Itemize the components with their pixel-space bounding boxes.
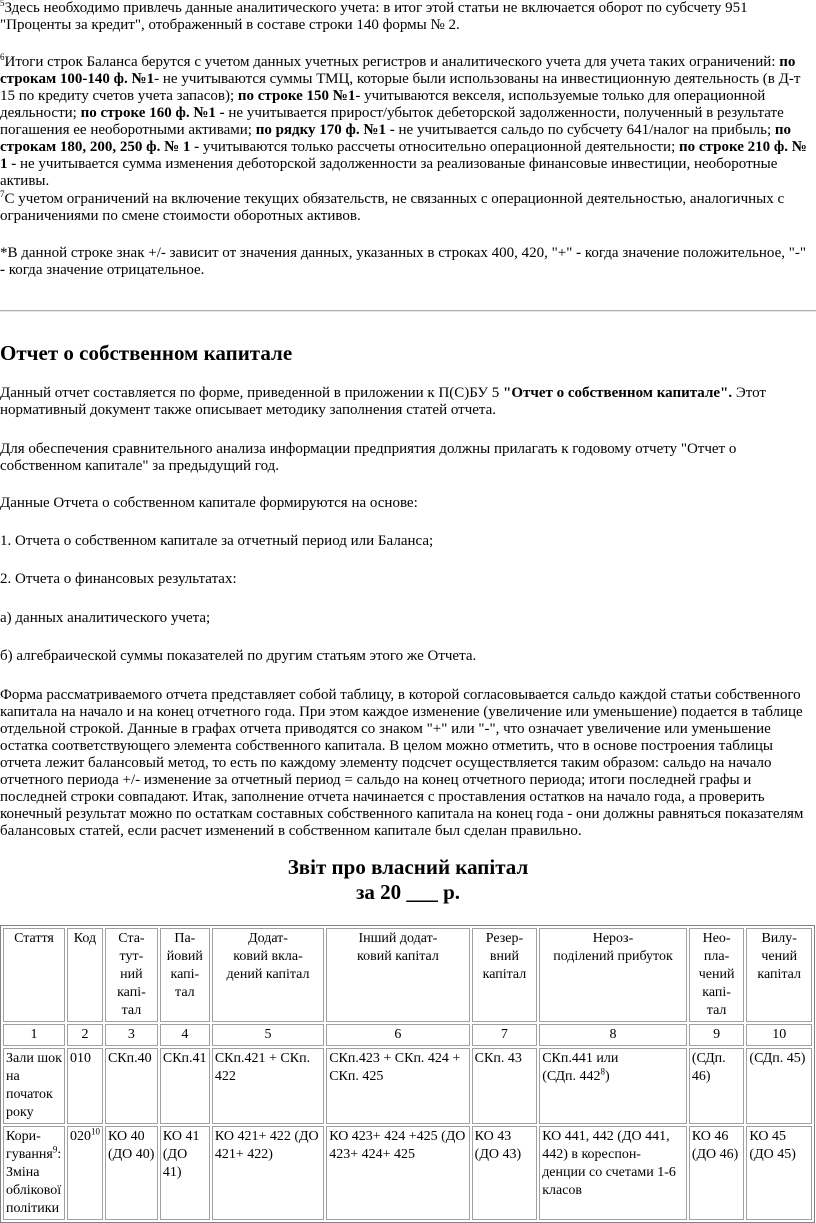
footnote-7 [0, 191, 814, 225]
section-heading: Отчет о собственном капитале [0, 341, 293, 365]
table-cell: КО 43 (ДО 43) [472, 1126, 538, 1220]
table-cell: КО 46 (ДО 46) [689, 1126, 745, 1220]
footnote-text: когда значение положительное, "-" [581, 245, 806, 261]
footnote-text: не учитывается прирост/убыток дебеторской задолженности, полученный в результате погашения ее необоротными активами; [0, 105, 784, 138]
header-retained-earnings: Нероз- поділений прибуток [539, 928, 687, 1022]
table-cell: 4 [160, 1024, 210, 1046]
paragraph-text: Форма рассматриваемого отчета представляет собой таблицу, в которой согласовывается сальдо каждой статьи собственного капитала на начало и на конец отчетного года. При этом каждое изменение (увеличение или уменьшение) подается в таблице отдельной строкой. Данные в графах отчета приводятся со знаком "+" или "-", что означает увеличение или уменьшение остатка соответствующего элемента собственного капитала. В целом можно отметить, что в основе построения таблицы отчета лежит балансовый метод, то есть по каждому элементу подсчет осуществляется таким образом: сальдо на начало отчетного периода +/- изменение за отчетный период = сальдо на конец отчетного периода; итоги последней графы и последней строки совпадают. Итак, заполнение отчета начинается с проставления остатков на начало года, а проверить конечный результат можно по остаткам составных собственного капитала на конец года - они должны равняться показателям балансовых статей, если расчет изменений в собственном капитале был сделан правильно. [0, 687, 804, 839]
footnote-bold: - [576, 245, 582, 261]
table-cell: 7 [472, 1024, 538, 1046]
table-cell: СКп. 43 [472, 1048, 538, 1124]
table-cell: КО 421+ 422 (ДО 421+ 422) [212, 1126, 324, 1220]
header-additional-paid-capital: Додат- ковий вкла- дений капітал [212, 928, 324, 1022]
table-cell: 9 [689, 1024, 745, 1046]
paragraph-text: б) алгебраической суммы показателей по другим статьям этого же Отчета. [0, 648, 477, 664]
header-statutory-capital: Ста- тут- ний капі- тал [105, 928, 158, 1022]
equity-report-table [0, 925, 815, 1223]
header-share-capital: Па- йовий капі- тал [160, 928, 210, 1022]
footnote-5 [0, 0, 814, 34]
table-cell: Зали шок на початок року [3, 1048, 65, 1124]
table-cell: 1 [3, 1024, 65, 1046]
footnote-bold: по строке 210 ф. № 1 - [0, 139, 807, 172]
paragraph [0, 385, 814, 419]
footnote-mark: 7 [0, 189, 5, 199]
footnote-text: Здесь необходимо привлечь данные аналитического учета: в итог этой статьи не включается оборот по субсчету 951 "Проценты за кредит", отображенный в составе строки 140 формы № 2. [0, 0, 748, 33]
table-cell: (СДп. 46) [689, 1048, 745, 1124]
footnote-mark: 5 [0, 0, 5, 8]
paragraph [0, 687, 814, 840]
table-cell: $020^{10}$ [67, 1126, 103, 1220]
table-cell: СКп.41 [160, 1048, 210, 1124]
paragraph [0, 495, 814, 512]
table-cell: СКп.421 + СКп. 422 [212, 1048, 324, 1124]
table-cell: КО 423+ 424 +425 (ДО 423+ 424+ 425 [326, 1126, 469, 1220]
paragraph-text: 2. Отчета о финансовых результатах: [0, 571, 237, 587]
header-code: Код [67, 928, 103, 1022]
footnote-text: не учитывается сальдо по субсчету 641/налог на прибыль; [394, 122, 775, 138]
footnote-bold: по строкам 100-140 ф. №1 [0, 54, 796, 87]
table-cell: 3 [105, 1024, 158, 1046]
table-cell: КО 40 (ДО 40) [105, 1126, 158, 1220]
table-cell: 6 [326, 1024, 469, 1046]
footnote-bold: - [0, 262, 5, 278]
footnote-text: - учитываются векселя, используемые только для операционной деяльности; [0, 88, 766, 121]
footnote-star [0, 245, 814, 279]
paragraph-text: Для обеспечения сравнительного анализа информации предприятия должны прилагать к годовому отчету "Отчет о собственном капитале" за предыдущий год. [0, 441, 737, 474]
footnote-text: Итоги строк Баланса берутся с учетом данных учетных регистров и аналитического учета для учета таких ограничений: [4, 54, 780, 70]
table-cell: СКп.40 [105, 1048, 158, 1124]
table-cell: КО 441, 442 (ДО 441, 442) в кореспон-денции со счетами 1-6 класов [539, 1126, 687, 1220]
table-cell: КО 41 (ДО 41) [160, 1126, 210, 1220]
footnote-text: *В данной строке знак +/- зависит от значения данных, указанных в строках 400, 420, "+" [0, 245, 577, 261]
table-cell: (СДп. 45) [746, 1048, 812, 1124]
list-item [0, 648, 814, 665]
header-other-additional-capital: Інший додат- ковий капітал [326, 928, 469, 1022]
footnote-text: учитываются только рассчеты относительно операционной деятельности; [199, 139, 679, 155]
footnote-text: - не учитываются суммы ТМЦ, которые были использованы на инвестиционную деятельность (в Д-т 15 по кредиту счетов учета запасов); [0, 71, 801, 104]
report-title-line2: за 20 ___ р. [355, 880, 461, 904]
header-withdrawn-capital: Вилу- чений капітал [746, 928, 812, 1022]
table-cell: 5 [212, 1024, 324, 1046]
footnote-6 [0, 54, 814, 190]
footnote-bold: по строкам 180, 200, 250 ф. № 1 - [0, 122, 792, 155]
footnote-bold: по строке 160 ф. №1 - [80, 105, 225, 121]
paragraph-text: Этот нормативный документ также описывает методику заполнения статей отчета. [0, 385, 766, 418]
footnote-text: когда значение отрицательное. [5, 262, 205, 278]
paragraph-text: 1. Отчета о собственном капитале за отчетный период или Баланса; [0, 533, 434, 549]
footnote-bold: по рядку 170 ф. №1 - [255, 122, 395, 138]
footnote-mark: 6 [0, 52, 5, 62]
table-header-row [3, 928, 812, 1022]
paragraph [0, 441, 814, 475]
table-cell: Кори- гування$^9$: Зміна облікової політики [3, 1126, 65, 1220]
table-cell: 010 [67, 1048, 103, 1124]
horizontal-divider [0, 310, 816, 312]
table-row [3, 1126, 812, 1220]
list-item [0, 533, 814, 550]
table-cell: 2 [67, 1024, 103, 1046]
header-article: Стаття [3, 928, 65, 1022]
table-cell: КО 45 (ДО 45) [746, 1126, 812, 1220]
list-item [0, 610, 814, 627]
paragraph-text: Данные Отчета о собственном капитале формируются на основе: [0, 495, 418, 511]
paragraph-bold: "Отчет о собственном капитале". [503, 385, 733, 401]
paragraph-text: а) данных аналитического учета; [0, 610, 211, 626]
header-unpaid-capital: Нео- пла- чений капі- тал [689, 928, 745, 1022]
footnote-bold: по строке 150 №1 [237, 88, 356, 104]
table-cell: 8 [539, 1024, 687, 1046]
list-item [0, 571, 814, 588]
paragraph-text: Данный отчет составляется по форме, приведенной в приложении к П(С)БУ 5 [0, 385, 503, 401]
table-cell: 10 [746, 1024, 812, 1046]
footnote-text: не учитывается сумма изменения деботорской задолженности за реализованые финансовые инвестиции, необоротные активы. [0, 156, 778, 189]
footnote-text: С учетом ограничений на включение текущих обязательств, не связанных с операционной деятельностью, аналогичных с ограничениями по смене стоимости оборотных активов. [0, 191, 785, 224]
table-number-row [3, 1024, 812, 1046]
report-title [0, 855, 816, 905]
table-row [3, 1048, 812, 1124]
header-reserve-capital: Резер- вний капітал [472, 928, 538, 1022]
report-title-line1: Звіт про власний капітал [287, 855, 529, 879]
table-cell: СКп.441 или (СДп. $442^8$) [539, 1048, 687, 1124]
table-cell: СКп.423 + СКп. 424 + СКп. 425 [326, 1048, 469, 1124]
